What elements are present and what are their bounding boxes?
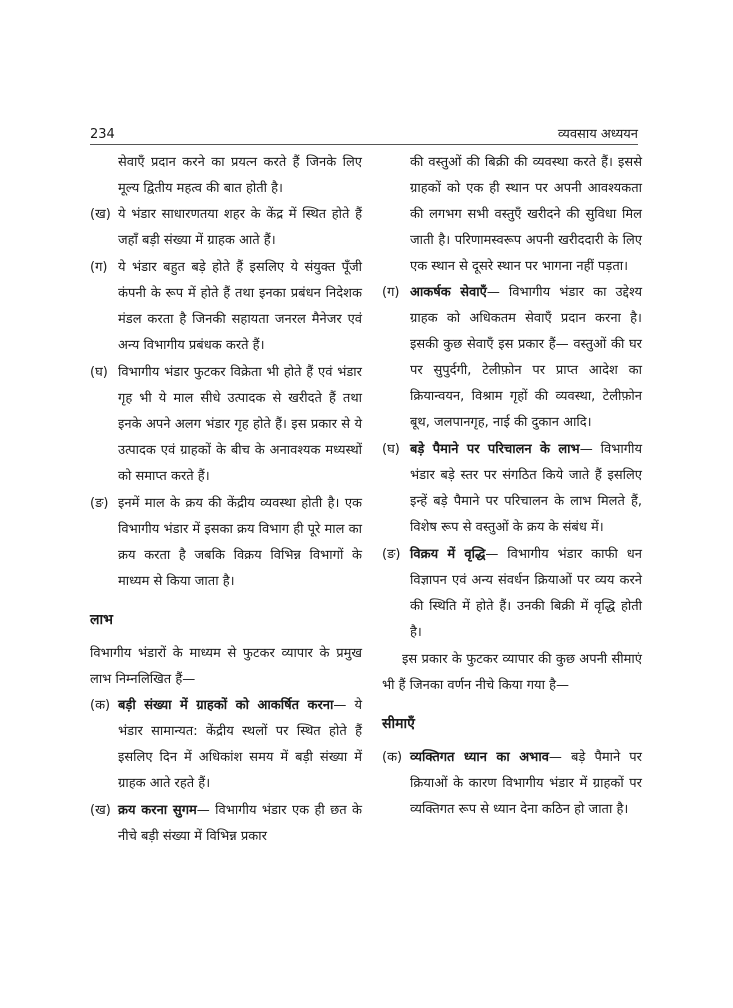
item-marker: (ङ) xyxy=(90,496,109,511)
benefit-text: — विभागीय भंडार का उद्देश्य ग्राहक को अधिकतम सेवाएँ प्रदान करना है। इसकी कुछ सेवाएँ इस प्रकार हैं— वस्तुओं की घर पर सुपुर्दगी, टेलीफ़ोन पर प्राप्त आदेश का क्रियान्वयन, विश्राम गृहों की व्यवस्था, टेलीफ़ोन बूथ, जलपानगृह, नाई की दुकान आदि। xyxy=(410,285,643,430)
page-header xyxy=(90,124,638,142)
left-column xyxy=(90,150,362,851)
continued-text: सेवाएँ प्रदान करने का प्रयत्न करते हैं जिनके लिए मूल्य द्वितीय महत्व की बात होती है। xyxy=(118,155,362,196)
item-marker: (ग) xyxy=(90,260,108,275)
header-rule xyxy=(90,144,638,145)
benefit-item xyxy=(90,693,362,797)
benefit-text: — ये भंडार सामान्यत: केंद्रीय स्थलों पर स्थित होते हैं इसलिए दिन में अधिकांश समय में बड़ी संख्या में ग्राहक आते रहते हैं। xyxy=(118,698,362,791)
continued-text: की वस्तुओं की बिक्री की व्यवस्था करते हैं। इससे ग्राहकों को एक ही स्थान पर अपनी आवश्यकता की लगभग सभी वस्तुएँ खरीदने की सुविधा मिल जाती है। परिणामस्वरूप अपनी खरीददारी के लिए एक स्थान से दूसरे स्थान पर भागना नहीं पड़ता। xyxy=(410,155,642,274)
benefit-term: बड़े पैमाने पर परिचालन के लाभ xyxy=(410,442,580,457)
closing-paragraph: इस प्रकार के फुटकर व्यापार की कुछ अपनी सीमाएं भी हैं जिनका वर्णन नीचे किया गया है— xyxy=(382,652,642,693)
item-marker: (क) xyxy=(90,698,111,713)
benefit-term: बड़ी संख्या में ग्राहकों को आकर्षित करना xyxy=(118,698,334,713)
benefit-item xyxy=(90,798,362,850)
item-marker: (क) xyxy=(382,750,403,765)
section-heading-limits: सीमाएँ xyxy=(382,716,415,732)
item-marker: (ङ) xyxy=(382,547,401,562)
item-text: विभागीय भंडार फुटकर विक्रेता भी होते हैं एवं भंडार गृह भी ये माल सीधे उत्पादक से खरीदते हैं तथा इनके अपने अलग भंडार गृह होते हैं। इस प्रकार से ये उत्पादक एवं ग्राहकों के बीच के अनावश्यक मध्यस्थों को समाप्त करते हैं। xyxy=(118,365,362,484)
running-title: व्यवसाय अध्ययन xyxy=(557,127,638,142)
item-text: ये भंडार बहुत बड़े होते हैं इसलिए ये संयुक्त पूँजी कंपनी के रूप में होते हैं तथा इनका प्रबंधन निदेशक मंडल करता है जिनकी सहायता जनरल मैनेजर एवं अन्य विभागीय प्रबंधक करते हैं। xyxy=(118,260,362,353)
benefit-term: क्रय करना सुगम xyxy=(118,803,197,818)
item-text: ये भंडार साधारणतया शहर के केंद्र में स्थित होते हैं जहाँ बड़ी संख्या में ग्राहक आते हैं। xyxy=(118,207,362,248)
benefit-item xyxy=(382,280,642,436)
right-column xyxy=(382,150,642,824)
page-number: 234 xyxy=(90,127,115,142)
benefit-text: — विभागीय भंडार काफी धन विज्ञापन एवं अन्य संवर्धन क्रियाओं पर व्यय करने की स्थिति में होते हैं। उनकी बिक्री में वृद्धि होती है। xyxy=(410,547,642,640)
limit-item xyxy=(382,745,642,823)
item-marker: (घ) xyxy=(382,442,400,457)
list-item xyxy=(90,360,362,490)
benefit-text: — विभागीय भंडार बड़े स्तर पर संगठित किये जाते हैं इसलिए इन्हें बड़े पैमाने पर परिचालन के लाभ मिलते हैं, विशेष रूप से वस्तुओं के क्रय के संबंध में। xyxy=(410,442,642,535)
benefits-intro: विभागीय भंडारों के माध्यम से फुटकर व्यापार के प्रमुख लाभ निम्नलिखित हैं— xyxy=(90,646,362,687)
benefit-term: आकर्षक सेवाएँ xyxy=(410,285,487,300)
benefit-term: विक्रय में वृद्धि xyxy=(410,547,486,562)
benefit-item xyxy=(382,437,642,541)
list-item xyxy=(90,255,362,359)
item-marker: (ख) xyxy=(90,207,111,222)
list-item xyxy=(90,202,362,254)
benefit-item xyxy=(382,542,642,646)
benefit-text: — विभागीय भंडार एक ही छत के नीचे बड़ी संख्या में विभिन्न प्रकार xyxy=(118,803,362,844)
list-item xyxy=(90,491,362,595)
item-marker: (ख) xyxy=(90,803,111,818)
item-marker: (घ) xyxy=(90,365,108,380)
section-heading-benefits: लाभ xyxy=(90,612,113,628)
item-marker: (ग) xyxy=(382,285,400,300)
limit-term: व्यक्तिगत ध्यान का अभाव xyxy=(410,750,549,765)
item-text: इनमें माल के क्रय की केंद्रीय व्यवस्था होती है। एक विभागीय भंडार में इसका क्रय विभाग ही पूरे माल का क्रय करता है जबकि विक्रय विभिन्न विभागों के माध्यम से किया जाता है। xyxy=(118,496,362,589)
limit-text: — बड़े पैमाने पर क्रियाओं के कारण विभागीय भंडार में ग्राहकों पर व्यक्तिगत रूप से ध्यान देना कठिन हो जाता है। xyxy=(410,750,642,817)
